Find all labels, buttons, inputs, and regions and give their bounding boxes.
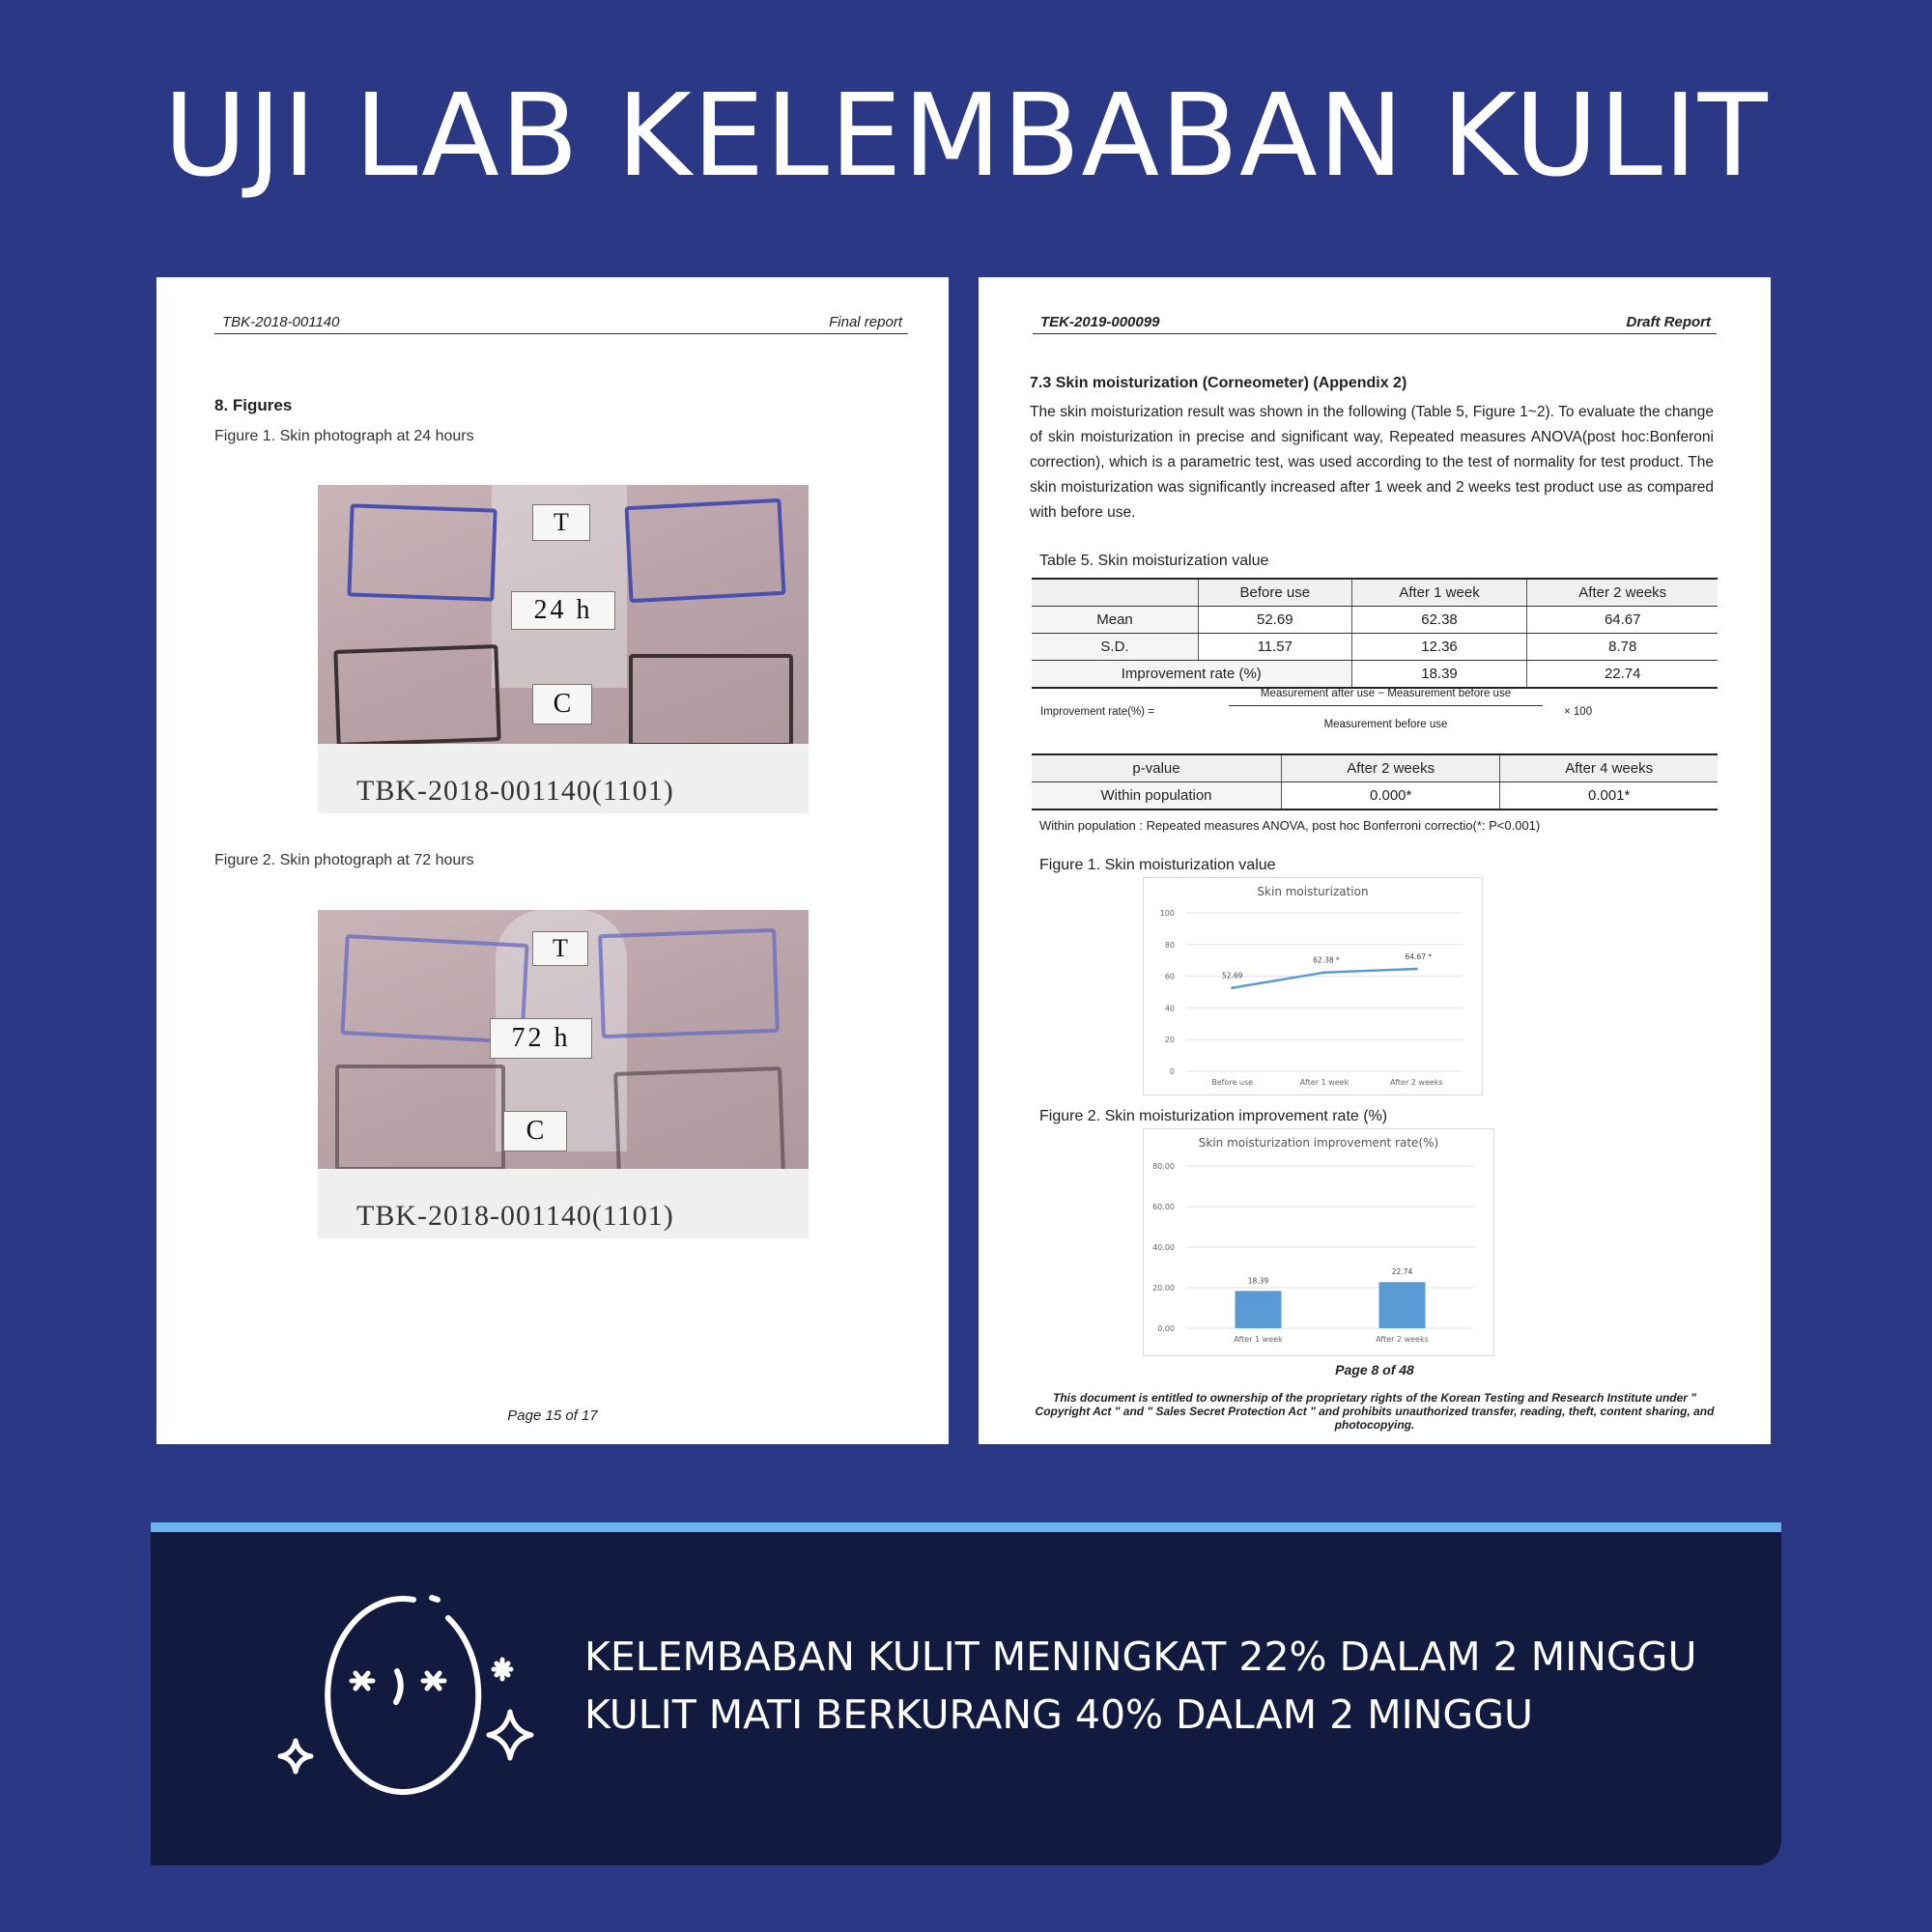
table-row (1032, 782, 1718, 810)
test-area-left (347, 503, 497, 601)
figure1-caption: Figure 1. Skin photograph at 24 hours (214, 428, 474, 444)
cell: 52.69 (1199, 607, 1352, 634)
cell: 12.36 (1351, 634, 1527, 661)
data-label: 18.39 (1247, 1276, 1269, 1286)
page-number: Page 8 of 48 (1335, 1362, 1414, 1378)
x-tick-label: Before use (1211, 1078, 1254, 1087)
report-id: TEK-2019-000099 (1040, 314, 1160, 330)
report-type: Draft Report (1626, 314, 1711, 330)
data-label: 22.74 (1391, 1267, 1413, 1277)
data-point (1415, 967, 1418, 970)
cell: 8.78 (1527, 634, 1718, 661)
figure2-caption: Figure 2. Skin moisturization improvement rate (%) (1039, 1108, 1388, 1124)
y-tick-label: 40.00 (1152, 1243, 1175, 1252)
page-number: Page 15 of 17 (507, 1407, 598, 1424)
cell: 64.67 (1527, 607, 1718, 634)
banner-line-1: KELEMBABAN KULIT MENINGKAT 22% DALAM 2 MINGGU (584, 1634, 1697, 1680)
data-label: 64.67 * (1405, 952, 1433, 961)
control-area-right (629, 654, 793, 747)
cell: 0.000* (1282, 782, 1500, 810)
section-heading: 8. Figures (214, 396, 293, 414)
label-t: T (532, 931, 588, 966)
pvalue-note: Within population : Repeated measures ANOVA, post hoc Bonferroni correctio(*: P<0.001) (1039, 818, 1541, 833)
table5-caption: Table 5. Skin moisturization value (1039, 553, 1269, 569)
label-time: 24 h (511, 591, 615, 630)
bar-chart-box (1143, 1128, 1494, 1356)
formula-numerator: Measurement after use − Measurement before use (1229, 688, 1543, 706)
table-header: After 2 weeks (1282, 754, 1500, 782)
y-tick-label: 20.00 (1152, 1284, 1175, 1293)
table-header: After 2 weeks (1527, 579, 1718, 607)
copyright-footnote: This document is entitled to ownership of the proprietary rights of the Korean Testing and Research Institute under " Copyright Act " and " Sales Secret Protection Act " and prohibits unauthorized transfer, reading, theft, content sharing, and photocopying. (1035, 1391, 1715, 1432)
skin-photo-72h (318, 910, 809, 1238)
skin-photo-24h (318, 485, 809, 813)
pvalue-table (1032, 753, 1718, 810)
control-area-left (335, 1065, 505, 1171)
control-area-right (613, 1066, 785, 1179)
cell: 62.38 (1351, 607, 1527, 634)
row-label: S.D. (1032, 634, 1199, 661)
table-row (1032, 634, 1718, 661)
table-header-blank (1032, 579, 1199, 607)
table-header: Before use (1199, 579, 1352, 607)
label-time: 72 h (490, 1018, 592, 1059)
table-row (1032, 661, 1718, 689)
chart-title: Skin moisturization (1257, 885, 1369, 898)
cell: 11.57 (1199, 634, 1352, 661)
document-page-right (979, 277, 1771, 1444)
sample-code: TBK-2018-001140(1101) (356, 1200, 674, 1232)
row-label: Improvement rate (%) (1032, 661, 1351, 689)
x-tick-label: After 2 weeks (1376, 1335, 1429, 1344)
x-tick-label: After 2 weeks (1390, 1078, 1443, 1087)
bar (1236, 1291, 1282, 1328)
figure2-caption: Figure 2. Skin photograph at 72 hours (214, 852, 474, 868)
test-area-right (624, 498, 785, 603)
formula-multiplier: × 100 (1564, 706, 1593, 718)
figure1-caption: Figure 1. Skin moisturization value (1039, 857, 1276, 873)
table-row (1032, 607, 1718, 634)
bar-chart (1144, 1129, 1493, 1355)
banner-line-2: KULIT MATI BERKURANG 40% DALAM 2 MINGGU (584, 1691, 1533, 1738)
sample-code: TBK-2018-001140(1101) (356, 775, 674, 807)
formula-label: Improvement rate(%) = (1040, 706, 1154, 718)
page-title: UJI LAB KELEMBABAN KULIT (163, 69, 1769, 202)
y-tick-label: 40 (1164, 1004, 1175, 1013)
data-label: 62.38 * (1313, 955, 1340, 965)
sleeping-face-sparkles-icon (269, 1586, 541, 1808)
y-tick-label: 0 (1169, 1067, 1175, 1076)
formula-denominator: Measurement before use (1323, 719, 1448, 730)
report-id: TBK-2018-001140 (222, 314, 340, 330)
line-chart-box (1143, 877, 1483, 1095)
cell: 18.39 (1351, 661, 1527, 689)
x-tick-label: After 1 week (1234, 1335, 1283, 1344)
row-label: Within population (1032, 782, 1282, 810)
cell: 0.001* (1500, 782, 1718, 810)
banner-text (584, 1628, 1773, 1744)
label-c: C (532, 684, 592, 724)
row-label: Mean (1032, 607, 1199, 634)
section-title: 7.3 Skin moisturization (Corneometer) (Appendix 2) (1030, 375, 1407, 391)
y-tick-label: 80.00 (1152, 1162, 1175, 1171)
document-page-left (156, 277, 949, 1444)
section-paragraph: The skin moisturization result was shown in the following (Table 5, Figure 1~2). To evaluate the change of skin moisturization in precise and significant way, Repeated measures ANOVA(post hoc:Bonferoni correction), which is a parametric test, was used according to the test of normality for test product. The skin moisturization was significantly increased after 1 week and 2 weeks test product use as compared with before use. (1030, 404, 1714, 521)
data-point (1231, 986, 1234, 989)
improvement-formula (1040, 688, 1620, 746)
y-tick-label: 60.00 (1152, 1203, 1175, 1211)
data-label: 52.69 (1221, 971, 1243, 980)
table-header: p-value (1032, 754, 1282, 782)
banner-accent-line (151, 1522, 1781, 1532)
y-tick-label: 0.00 (1157, 1324, 1175, 1333)
y-tick-label: 20 (1164, 1036, 1175, 1045)
line-chart (1144, 878, 1482, 1094)
x-tick-label: After 1 week (1299, 1078, 1350, 1087)
y-tick-label: 100 (1159, 909, 1175, 918)
table-header: After 4 weeks (1500, 754, 1718, 782)
moisturization-table (1032, 578, 1718, 689)
report-header (214, 312, 908, 334)
data-point (1323, 971, 1326, 974)
control-area-left (333, 644, 500, 747)
chart-title: Skin moisturization improvement rate(%) (1198, 1136, 1439, 1150)
report-header (1033, 312, 1717, 334)
table-header: After 1 week (1351, 579, 1527, 607)
label-c: C (503, 1111, 567, 1151)
y-tick-label: 80 (1164, 940, 1175, 950)
cell: 22.74 (1527, 661, 1718, 689)
test-area-right (598, 928, 780, 1038)
report-type: Final report (829, 314, 902, 330)
bar (1379, 1282, 1426, 1328)
label-t: T (532, 504, 590, 541)
y-tick-label: 60 (1164, 972, 1175, 981)
